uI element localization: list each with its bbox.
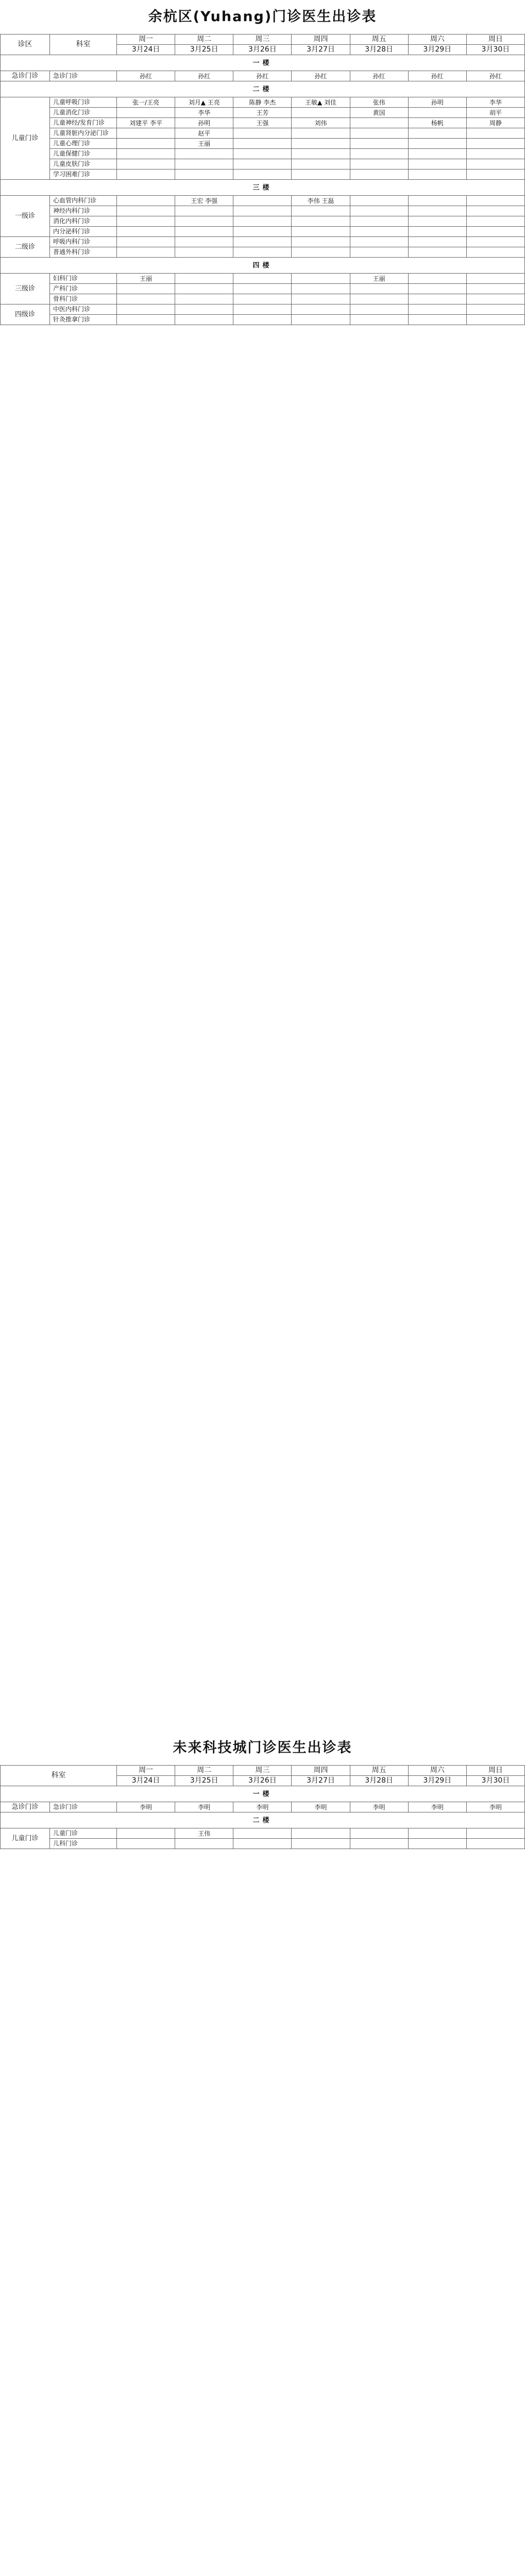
doctor-cell: 李明 <box>292 1802 350 1812</box>
doctor-cell <box>408 216 466 227</box>
schedule-row <box>1 206 525 216</box>
doctor-cell: 刘伟 <box>292 118 350 128</box>
doctor-cell <box>408 1839 466 1849</box>
department-cell: 二级诊 <box>1 237 50 258</box>
doctor-cell <box>408 159 466 170</box>
doctor-cell <box>408 284 466 294</box>
doctor-cell <box>408 139 466 149</box>
doctor-cell <box>466 294 524 304</box>
doctor-cell <box>350 237 408 247</box>
doctor-cell: 李华 <box>466 97 524 108</box>
schedule-row <box>1 304 525 315</box>
doctor-cell <box>175 237 233 247</box>
doctor-cell <box>466 149 524 159</box>
sheet-1-title: 余杭区(Yuhang)门诊医生出诊表 <box>148 9 377 25</box>
doctor-cell: 胡平 <box>466 108 524 118</box>
clinic-name: 产科门诊 <box>50 284 117 294</box>
date-header: 3月25日 <box>175 1776 233 1786</box>
department-cell: 一级诊 <box>1 196 50 237</box>
doctor-cell: 王敏▲ 刘佳 <box>292 97 350 108</box>
doctor-cell: 张伟 <box>350 97 408 108</box>
clinic-name: 消化内科门诊 <box>50 216 117 227</box>
doctor-cell <box>292 1828 350 1839</box>
doctor-cell <box>233 216 292 227</box>
day-header: 周日 <box>466 1766 524 1776</box>
doctor-cell <box>117 159 175 170</box>
schedule-row <box>1 1802 525 1812</box>
doctor-cell <box>350 206 408 216</box>
floor-section: 四楼 <box>1 258 525 274</box>
schedule-row <box>1 139 525 149</box>
doctor-cell <box>292 227 350 237</box>
date-header: 3月26日 <box>233 45 292 55</box>
doctor-cell <box>292 149 350 159</box>
doctor-cell <box>408 1828 466 1839</box>
day-header: 周六 <box>408 1766 466 1776</box>
sheet-2-title: 未来科技城门诊医生出诊表 <box>173 1740 352 1756</box>
doctor-cell: 孙红 <box>350 71 408 81</box>
doctor-cell <box>233 206 292 216</box>
doctor-cell: 赵平 <box>175 128 233 139</box>
day-header: 周六 <box>408 35 466 45</box>
doctor-cell <box>350 118 408 128</box>
doctor-cell <box>466 274 524 284</box>
floor-section: 三楼 <box>1 180 525 196</box>
doctor-cell <box>233 274 292 284</box>
doctor-cell: 孙红 <box>117 71 175 81</box>
doctor-cell <box>350 294 408 304</box>
department-cell: 四级诊 <box>1 304 50 325</box>
department-cell: 急诊门诊 <box>1 71 50 81</box>
day-header: 周四 <box>292 35 350 45</box>
schedule-row <box>1 170 525 180</box>
doctor-cell: 王丽 <box>175 139 233 149</box>
doctor-cell: 王芳 <box>233 108 292 118</box>
doctor-cell: 孙明 <box>408 97 466 108</box>
clinic-name: 心血管内科门诊 <box>50 196 117 206</box>
doctor-cell <box>350 247 408 258</box>
doctor-cell <box>117 108 175 118</box>
doctor-cell <box>233 170 292 180</box>
doctor-cell <box>233 227 292 237</box>
doctor-cell <box>175 227 233 237</box>
doctor-cell <box>117 1839 175 1849</box>
clinic-name: 儿童呼吸门诊 <box>50 97 117 108</box>
doctor-cell: 刘建平 李平 <box>117 118 175 128</box>
doctor-cell: 王宏 李强 <box>175 196 233 206</box>
schedule-sheet-1 <box>0 0 525 325</box>
day-header: 周四 <box>292 1766 350 1776</box>
doctor-cell <box>466 1839 524 1849</box>
doctor-cell <box>233 149 292 159</box>
doctor-cell <box>117 206 175 216</box>
doctor-cell: 孙明 <box>175 118 233 128</box>
clinic-name: 儿童心理门诊 <box>50 139 117 149</box>
doctor-cell <box>292 294 350 304</box>
clinic-name: 内分泌科门诊 <box>50 227 117 237</box>
day-header: 周三 <box>233 1766 292 1776</box>
clinic-header: 科室 <box>50 35 117 55</box>
doctor-cell <box>233 247 292 258</box>
schedule-row <box>1 159 525 170</box>
date-header: 3月27日 <box>292 45 350 55</box>
doctor-cell <box>117 139 175 149</box>
doctor-cell: 孙红 <box>292 71 350 81</box>
doctor-cell <box>292 159 350 170</box>
doctor-cell <box>233 284 292 294</box>
doctor-cell <box>466 216 524 227</box>
clinic-name: 妇科门诊 <box>50 274 117 284</box>
doctor-cell <box>292 304 350 315</box>
schedule-row <box>1 237 525 247</box>
sheet-1-table <box>0 34 525 325</box>
doctor-cell: 孙红 <box>175 71 233 81</box>
sheet-2-table <box>0 1765 525 1849</box>
doctor-cell <box>175 206 233 216</box>
doctor-cell: 李明 <box>350 1802 408 1812</box>
schedule-row <box>1 118 525 128</box>
doctor-cell: 李明 <box>408 1802 466 1812</box>
doctor-cell <box>233 139 292 149</box>
date-header: 3月26日 <box>233 1776 292 1786</box>
day-header: 周五 <box>350 1766 408 1776</box>
clinic-name: 呼吸内科门诊 <box>50 237 117 247</box>
doctor-cell <box>466 196 524 206</box>
clinic-name: 学习困难门诊 <box>50 170 117 180</box>
doctor-cell <box>175 1839 233 1849</box>
doctor-cell: 孙红 <box>408 71 466 81</box>
schedule-row <box>1 247 525 258</box>
doctor-cell <box>350 139 408 149</box>
clinic-name: 儿科门诊 <box>50 1839 117 1849</box>
schedule-row <box>1 227 525 237</box>
floor-section: 一楼 <box>1 1786 525 1802</box>
doctor-cell <box>350 315 408 325</box>
doctor-cell <box>466 237 524 247</box>
clinic-name: 骨科门诊 <box>50 294 117 304</box>
date-header: 3月28日 <box>350 45 408 55</box>
doctor-cell <box>408 227 466 237</box>
doctor-cell <box>350 159 408 170</box>
schedule-row <box>1 1839 525 1849</box>
doctor-cell <box>117 315 175 325</box>
schedule-row <box>1 108 525 118</box>
doctor-cell <box>233 196 292 206</box>
doctor-cell <box>117 1828 175 1839</box>
doctor-cell <box>408 315 466 325</box>
schedule-row <box>1 71 525 81</box>
doctor-cell <box>292 284 350 294</box>
doctor-cell: 陈静 李杰 <box>233 97 292 108</box>
doctor-cell <box>466 159 524 170</box>
date-header: 3月28日 <box>350 1776 408 1786</box>
doctor-cell <box>350 1828 408 1839</box>
doctor-cell <box>466 139 524 149</box>
floor-section: 二楼 <box>1 1812 525 1828</box>
doctor-cell <box>117 128 175 139</box>
doctor-cell <box>408 196 466 206</box>
day-header: 周二 <box>175 35 233 45</box>
doctor-cell <box>350 227 408 237</box>
doctor-cell <box>292 247 350 258</box>
doctor-cell <box>175 294 233 304</box>
doctor-cell <box>466 227 524 237</box>
date-header: 3月30日 <box>466 45 524 55</box>
clinic-name: 针灸推拿门诊 <box>50 315 117 325</box>
doctor-cell <box>466 170 524 180</box>
area-header: 科室 <box>1 1766 117 1786</box>
clinic-name: 中医内科门诊 <box>50 304 117 315</box>
doctor-cell <box>117 196 175 206</box>
doctor-cell <box>117 247 175 258</box>
doctor-cell <box>466 247 524 258</box>
doctor-cell: 王伟 <box>175 1828 233 1839</box>
doctor-cell <box>175 149 233 159</box>
doctor-cell <box>292 274 350 284</box>
doctor-cell: 刘月▲ 王亮 <box>175 97 233 108</box>
doctor-cell <box>175 170 233 180</box>
doctor-cell <box>117 227 175 237</box>
doctor-cell: 王强 <box>233 118 292 128</box>
doctor-cell: 王丽 <box>117 274 175 284</box>
schedule-row <box>1 196 525 206</box>
department-cell: 三级诊 <box>1 274 50 304</box>
doctor-cell <box>233 304 292 315</box>
doctor-cell <box>175 284 233 294</box>
clinic-name: 儿童皮肤门诊 <box>50 159 117 170</box>
doctor-cell <box>466 128 524 139</box>
doctor-cell <box>292 1839 350 1849</box>
doctor-cell: 周静 <box>466 118 524 128</box>
doctor-cell: 李明 <box>466 1802 524 1812</box>
clinic-name: 神经内科门诊 <box>50 206 117 216</box>
doctor-cell <box>292 216 350 227</box>
doctor-cell <box>175 315 233 325</box>
doctor-cell <box>408 274 466 284</box>
date-header: 3月25日 <box>175 45 233 55</box>
doctor-cell: 王丽 <box>350 274 408 284</box>
sheet-2-body <box>1 1786 525 1849</box>
clinic-name: 儿童门诊 <box>50 1828 117 1839</box>
day-header: 周日 <box>466 35 524 45</box>
doctor-cell <box>408 237 466 247</box>
doctor-cell <box>350 284 408 294</box>
doctor-cell <box>292 139 350 149</box>
doctor-cell: 孙红 <box>233 71 292 81</box>
doctor-cell <box>117 237 175 247</box>
doctor-cell <box>350 170 408 180</box>
doctor-cell <box>117 149 175 159</box>
floor-section: 二楼 <box>1 81 525 97</box>
doctor-cell <box>233 159 292 170</box>
doctor-cell <box>466 1828 524 1839</box>
schedule-row <box>1 284 525 294</box>
date-header: 3月30日 <box>466 1776 524 1786</box>
doctor-cell <box>466 284 524 294</box>
clinic-name: 儿童神经/发育门诊 <box>50 118 117 128</box>
sheet-1-body <box>1 55 525 325</box>
day-header: 周一 <box>117 35 175 45</box>
doctor-cell: 李伟 王磊 <box>292 196 350 206</box>
doctor-cell: 张一/王亮 <box>117 97 175 108</box>
clinic-name: 急诊门诊 <box>50 71 117 81</box>
doctor-cell <box>233 237 292 247</box>
schedule-row <box>1 274 525 284</box>
doctor-cell <box>408 294 466 304</box>
doctor-cell <box>175 216 233 227</box>
doctor-cell <box>350 149 408 159</box>
doctor-cell <box>117 294 175 304</box>
doctor-cell <box>350 216 408 227</box>
department-cell: 儿童门诊 <box>1 97 50 180</box>
doctor-cell <box>175 159 233 170</box>
doctor-cell <box>175 247 233 258</box>
area-header: 诊区 <box>1 35 50 55</box>
doctor-cell <box>408 128 466 139</box>
doctor-cell <box>292 206 350 216</box>
doctor-cell: 李明 <box>117 1802 175 1812</box>
clinic-name: 儿童消化门诊 <box>50 108 117 118</box>
doctor-cell <box>350 196 408 206</box>
schedule-row <box>1 149 525 159</box>
doctor-cell <box>117 304 175 315</box>
department-cell: 儿童门诊 <box>1 1828 50 1849</box>
doctor-cell: 杨帆 <box>408 118 466 128</box>
doctor-cell <box>408 206 466 216</box>
doctor-cell <box>350 1839 408 1849</box>
doctor-cell <box>350 128 408 139</box>
date-header: 3月27日 <box>292 1776 350 1786</box>
doctor-cell <box>233 128 292 139</box>
doctor-cell <box>292 170 350 180</box>
doctor-cell <box>466 206 524 216</box>
doctor-cell <box>466 304 524 315</box>
doctor-cell <box>292 315 350 325</box>
schedule-row <box>1 315 525 325</box>
day-header: 周一 <box>117 1766 175 1776</box>
day-header: 周五 <box>350 35 408 45</box>
department-cell: 急诊门诊 <box>1 1802 50 1812</box>
clinic-name: 急诊门诊 <box>50 1802 117 1812</box>
doctor-cell <box>292 108 350 118</box>
doctor-cell <box>350 304 408 315</box>
doctor-cell <box>233 294 292 304</box>
schedule-row <box>1 128 525 139</box>
date-header: 3月29日 <box>408 45 466 55</box>
clinic-name: 普通外科门诊 <box>50 247 117 258</box>
doctor-cell <box>117 216 175 227</box>
doctor-cell <box>408 304 466 315</box>
doctor-cell <box>233 315 292 325</box>
doctor-cell <box>175 304 233 315</box>
date-header: 3月24日 <box>117 1776 175 1786</box>
doctor-cell: 黄国 <box>350 108 408 118</box>
floor-section: 一楼 <box>1 55 525 71</box>
schedule-row <box>1 1828 525 1839</box>
doctor-cell <box>408 108 466 118</box>
doctor-cell <box>466 315 524 325</box>
day-header: 周三 <box>233 35 292 45</box>
date-header: 3月29日 <box>408 1776 466 1786</box>
date-header: 3月24日 <box>117 45 175 55</box>
doctor-cell <box>233 1828 292 1839</box>
doctor-cell <box>292 128 350 139</box>
schedule-sheet-2 <box>0 1731 525 1849</box>
doctor-cell <box>408 149 466 159</box>
doctor-cell <box>117 284 175 294</box>
doctor-cell: 李明 <box>175 1802 233 1812</box>
clinic-name: 儿童肾脏内分泌门诊 <box>50 128 117 139</box>
schedule-row <box>1 97 525 108</box>
doctor-cell <box>233 1839 292 1849</box>
doctor-cell: 李明 <box>233 1802 292 1812</box>
doctor-cell <box>117 170 175 180</box>
doctor-cell <box>292 237 350 247</box>
doctor-cell: 李华 <box>175 108 233 118</box>
doctor-cell <box>408 170 466 180</box>
doctor-cell: 孙红 <box>466 71 524 81</box>
day-header: 周二 <box>175 1766 233 1776</box>
doctor-cell <box>175 274 233 284</box>
schedule-row <box>1 216 525 227</box>
schedule-row <box>1 294 525 304</box>
clinic-name: 儿童保健门诊 <box>50 149 117 159</box>
doctor-cell <box>408 247 466 258</box>
